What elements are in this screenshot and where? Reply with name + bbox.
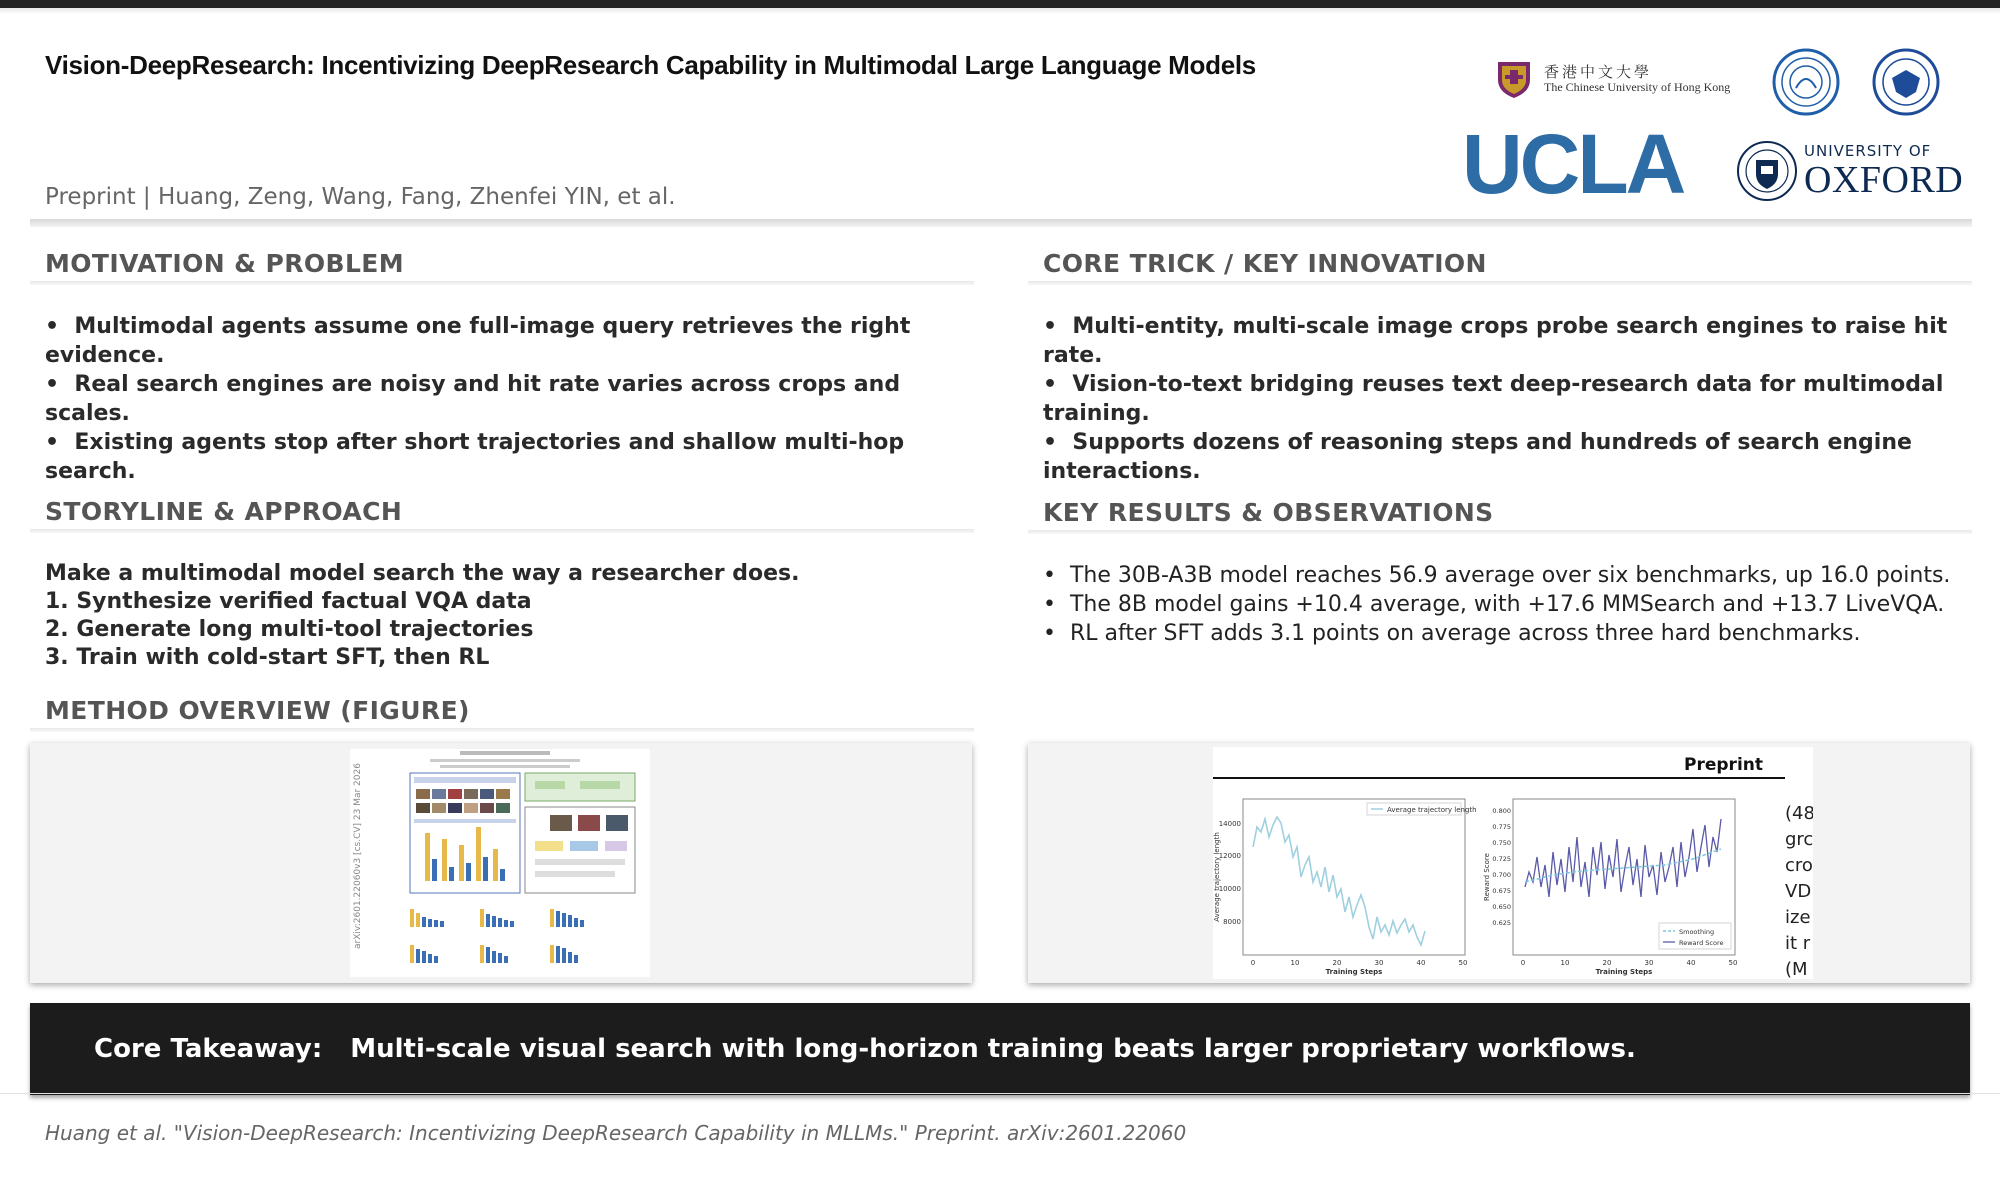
preprint-label: Preprint (1684, 755, 1763, 775)
left-legend: Average trajectory length (1387, 806, 1477, 814)
core-trick-divider (1028, 281, 1972, 285)
core-trick-item: • Multi-entity, multi-scale image crops probe search engines to raise hit rate. (1043, 312, 1968, 370)
reward-score-plot (1483, 799, 1737, 976)
right-ytick: 0.750 (1492, 839, 1511, 847)
left-xtick: 20 (1332, 959, 1342, 967)
method-figure-card (30, 743, 972, 983)
method-divider (30, 728, 974, 732)
motivation-item: • Real search engines are noisy and hit rate varies across crops and scales. (45, 370, 975, 428)
right-ytick: 0.675 (1492, 887, 1511, 895)
left-xtick: 0 (1250, 959, 1256, 967)
cuhk-english-name: The Chinese University of Hong Kong (1544, 79, 1731, 94)
method-figure-page (350, 749, 650, 977)
side-text-line: it r (1785, 933, 1811, 954)
left-ytick: 14000 (1218, 820, 1241, 828)
core-takeaway-text: Multi-scale visual search with long-horizon training beats larger proprietary workflows. (350, 1034, 1636, 1064)
storyline-divider (30, 529, 974, 533)
right-legend-reward: Reward Score (1679, 939, 1724, 947)
right-xlabel: Training Steps (1595, 968, 1653, 976)
header-divider (30, 219, 1972, 227)
oxford-logo (1736, 136, 1963, 206)
storyline-line: 2. Generate long multi-tool trajectories (45, 617, 534, 642)
results-divider (1028, 530, 1972, 534)
zju-seal-icon (1872, 48, 1940, 116)
results-figure-card (1028, 743, 1970, 983)
results-figure-page (1213, 747, 1813, 979)
trajectory-length-plot (1213, 799, 1477, 976)
method-figure-thumbnail (350, 749, 650, 977)
core-trick-item: • Vision-to-text bridging reuses text deep-research data for multimodal training. (1043, 370, 1968, 428)
top-shadow (0, 8, 2000, 14)
motivation-divider (30, 281, 974, 285)
cuhk-logo (1492, 58, 1730, 100)
mini-bars (410, 909, 584, 963)
left-xtick: 10 (1290, 959, 1300, 967)
cuhk-chinese-name: 香港中文大學 (1544, 63, 1653, 82)
motivation-item: • Multimodal agents assume one full-image query retrieves the right evidence. (45, 312, 975, 370)
oxford-name: OXFORD (1804, 158, 1964, 201)
left-ylabel: Average trajectory length (1213, 832, 1221, 922)
results-list (1043, 561, 1968, 648)
footer-divider (0, 1093, 2000, 1094)
poster-title: Vision-DeepResearch: Incentivizing DeepResearch Capability in Multimodal Large Language Models (45, 50, 1256, 80)
core-trick-list (1043, 312, 1968, 486)
method-heading: METHOD OVERVIEW (FIGURE) (45, 696, 470, 725)
right-ytick: 0.800 (1492, 807, 1511, 815)
storyline-line: Make a multimodal model search the way a researcher does. (45, 561, 800, 586)
right-xtick: 50 (1728, 959, 1738, 967)
storyline-heading: STORYLINE & APPROACH (45, 497, 403, 526)
left-xlabel: Training Steps (1325, 968, 1383, 976)
right-ylabel: Reward Score (1483, 853, 1491, 901)
ucla-logo: UCLA (1462, 117, 1684, 211)
left-ytick: 10000 (1218, 885, 1241, 893)
left-ytick: 12000 (1218, 852, 1241, 860)
oxford-crest-icon (1736, 136, 1798, 206)
results-heading: KEY RESULTS & OBSERVATIONS (1043, 498, 1494, 527)
results-item: • RL after SFT adds 3.1 points on average across three hard benchmarks. (1043, 619, 1968, 648)
side-text-line: (48 (1785, 803, 1813, 824)
core-trick-heading: CORE TRICK / KEY INNOVATION (1043, 249, 1487, 278)
side-text-line: cro (1785, 855, 1813, 876)
core-trick-item: • Supports dozens of reasoning steps and hundreds of search engine interactions. (1043, 428, 1968, 486)
results-figure-thumbnail (1213, 747, 1813, 979)
storyline-line: 3. Train with cold-start SFT, then RL (45, 645, 490, 670)
right-ytick: 0.650 (1492, 903, 1511, 911)
cuhk-crest-icon (1492, 58, 1536, 100)
right-xtick: 20 (1602, 959, 1612, 967)
side-text-line: grc (1785, 829, 1813, 850)
side-text-line: ize (1785, 907, 1811, 928)
side-text (1785, 803, 1813, 979)
right-xtick: 40 (1686, 959, 1696, 967)
arxiv-stamp: arXiv:2601.22060v3 [cs.CV] 23 Mar 2026 (353, 763, 363, 949)
side-text-line: (M (1785, 959, 1808, 979)
left-xtick: 40 (1416, 959, 1426, 967)
right-xtick: 30 (1644, 959, 1654, 967)
right-legend-smoothing: Smoothing (1679, 928, 1715, 936)
citation: Huang et al. "Vision-DeepResearch: Incentivizing DeepResearch Capability in MLLMs." Preprint. arXiv:2601.22060 (45, 1121, 1187, 1145)
oxford-university-of: UNIVERSITY OF (1804, 141, 1932, 160)
left-xtick: 50 (1458, 959, 1468, 967)
core-takeaway-bar (30, 1003, 1970, 1095)
logo-strip (1462, 44, 1972, 214)
motivation-list (45, 312, 975, 486)
storyline-line: 1. Synthesize verified factual VQA data (45, 589, 532, 614)
results-item: • The 30B-A3B model reaches 56.9 average over six benchmarks, up 16.0 points. (1043, 561, 1968, 590)
right-ytick: 0.700 (1492, 871, 1511, 879)
storyline-body (45, 560, 799, 672)
right-ytick: 0.725 (1492, 855, 1511, 863)
right-xtick: 0 (1520, 959, 1526, 967)
core-takeaway-label: Core Takeaway: (94, 1034, 323, 1064)
right-xtick: 10 (1560, 959, 1570, 967)
left-xtick: 30 (1374, 959, 1384, 967)
side-text-line: VD (1785, 881, 1812, 902)
motivation-item: • Existing agents stop after short trajectories and shallow multi-hop search. (45, 428, 975, 486)
right-ytick: 0.775 (1492, 823, 1511, 831)
results-item: • The 8B model gains +10.4 average, with +17.6 MMSearch and +13.7 LiveVQA. (1043, 590, 1968, 619)
poster-subtitle: Preprint | Huang, Zeng, Wang, Fang, Zhenfei YIN, et al. (45, 184, 676, 210)
left-ytick: 8000 (1223, 918, 1241, 926)
motivation-heading: MOTIVATION & PROBLEM (45, 249, 405, 278)
right-ytick: 0.625 (1492, 919, 1511, 927)
university-seal-icon (1772, 48, 1840, 116)
top-bar (0, 0, 2000, 8)
